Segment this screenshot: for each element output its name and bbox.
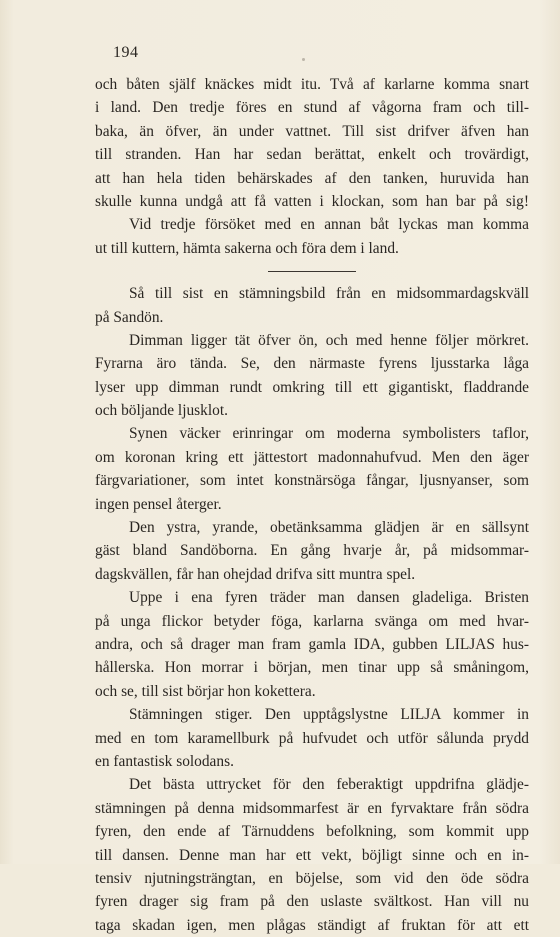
text-line: och se, till sist börjar hon kokettera.	[95, 682, 316, 700]
text-line: ut till kuttern, hämta sakerna och föra dem i land.	[95, 239, 399, 257]
text-line: gäst bland Sandöborna. En gång hvarje år, på midsommar-	[95, 542, 529, 560]
body-text	[95, 73, 529, 937]
text-line: till stranden. Han har sedan berättat, enkelt och trovärdigt,	[95, 146, 529, 164]
text-line: om koronan kring ett jättestort madonnahufvud. Men den äger	[95, 448, 529, 466]
text-line: fyren, den ende af Tärnuddens befolkning, som kommit upp	[95, 823, 529, 841]
text-line: Uppe i ena fyren träder man dansen gladeliga. Bristen	[129, 589, 529, 607]
text-line: tensiv njutningsträngtan, en böjelse, som vid den öde södra	[95, 869, 529, 887]
text-line: Synen väcker erinringar om moderna symbolisters taflor,	[129, 425, 529, 443]
text-line: i land. Den tredje föres en stund af vågorna fram och till-	[95, 99, 529, 117]
text-line: på unga flickor betyder föga, karlarna svänga om med hvar-	[95, 612, 529, 630]
text-line: skulle kunna undgå att få vatten i klockan, som han bar på sig!	[95, 192, 529, 210]
text-line: ingen pensel återger.	[95, 495, 222, 513]
text-line: Så till sist en stämningsbild från en midsommardagskväll	[129, 285, 529, 303]
page-number: 194	[113, 44, 139, 61]
text-line: Det bästa uttrycket för den feberaktigt uppdrifna glädje-	[129, 776, 529, 794]
text-line: dagskvällen, får han ohejdad drifva sitt muntra spel.	[95, 565, 416, 583]
text-line: och båten själf knäckes midt itu. Två af karlarne komma snart	[95, 76, 529, 93]
text-line: baka, än öfver, än under vattnet. Till sist drifver äfven han	[95, 122, 529, 140]
text-line: med en tom karamellburk på hufvudet och utför sålunda prydd	[95, 729, 529, 747]
text-line: Vid tredje försöket med en annan båt lyckas man komma	[129, 216, 529, 234]
text-line: taga skadan igen, men plågas ständigt af fruktan för att ett	[95, 916, 529, 934]
text-line: stämningen på denna midsommarfest är en fyrvaktare från södra	[95, 799, 529, 817]
text-line: lyser upp dimman rundt omkring till ett gigantiskt, fladdrande	[95, 378, 529, 396]
section-divider	[268, 271, 356, 272]
text-line: färgvariationer, som intet konstnärsöga fångar, ljusnyanser, som	[95, 472, 529, 490]
text-line: hållerska. Hon morrar i början, men tinar upp så småningom,	[95, 659, 529, 677]
text-line: Fyrarna äro tända. Se, den närmaste fyrens ljusstarka låga	[95, 355, 529, 373]
text-line: Den ystra, yrande, obetänksamma glädjen är en sällsynt	[129, 519, 529, 537]
text-line: en fantastisk solodans.	[95, 752, 234, 770]
text-line: och böljande ljusklot.	[95, 402, 228, 420]
text-line: på Sandön.	[95, 308, 164, 326]
text-line: Dimman ligger tät öfver ön, och med henne följer mörkret.	[129, 331, 529, 349]
text-line: att han hela tiden behärskades af den tanken, huruvida han	[95, 169, 529, 187]
paper-speck	[302, 58, 305, 61]
text-line: till dansen. Denne man har ett vekt, böjligt sinne och en in-	[95, 846, 529, 864]
text-line: fyren drager sig fram på den uslaste svältkost. Han vill nu	[95, 893, 529, 911]
text-line: Stämningen stiger. Den upptågslystne LILJA kommer in	[129, 706, 529, 724]
text-line: andra, och så drager man fram gamla IDA, gubben LILJAS hus-	[95, 635, 529, 653]
